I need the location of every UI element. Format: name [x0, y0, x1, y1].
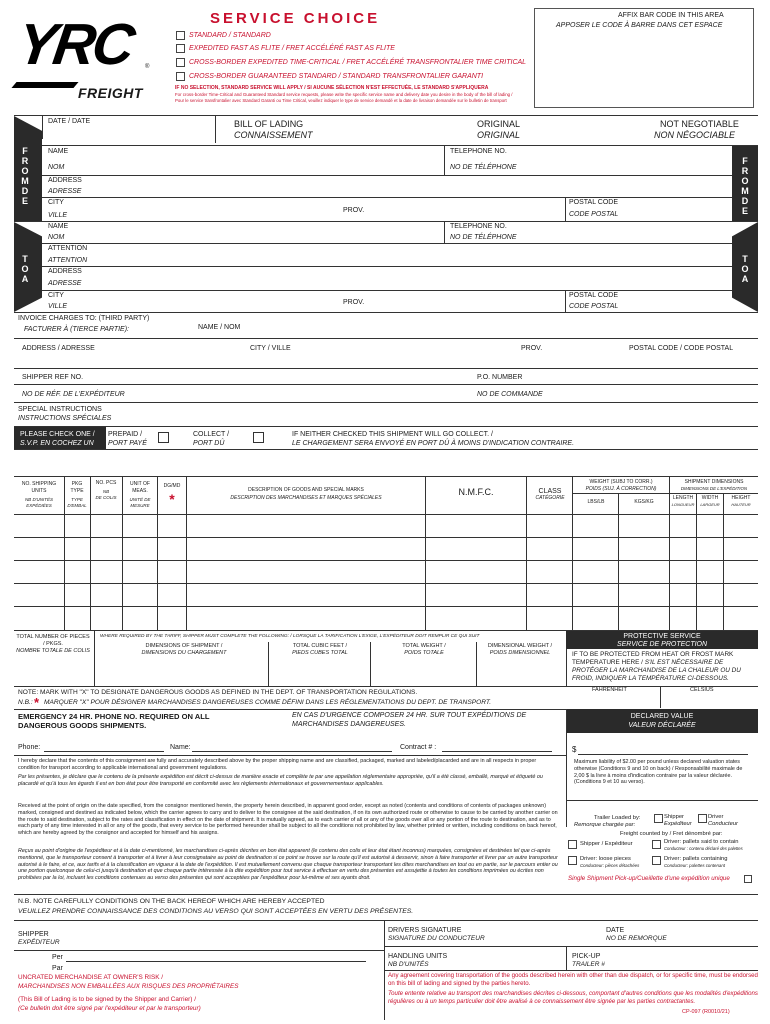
length-header: LENGTH — [672, 495, 694, 501]
pickup-label: PICK-UP — [572, 953, 601, 960]
collect-checkbox[interactable] — [253, 432, 264, 443]
prepaid-label-fr: PORT PAYÉ — [108, 440, 147, 447]
from-city-label: CITY — [48, 199, 64, 206]
declared-value-title: DECLARED VALUE — [630, 713, 694, 720]
from-telephone-label-fr: NO DE TÉLÉPHONE — [450, 164, 517, 171]
nmfc-header: N.M.F.C. — [458, 487, 494, 497]
check-one-label-fr: S.V.P. EN COCHEZ UN — [20, 440, 94, 447]
not-negotiable-label: NOT NEGOTIABLE — [660, 119, 739, 129]
to-address-label-fr: ADRESSE — [48, 280, 82, 287]
counted-driver-loose-label: Driver: loose pieces — [580, 856, 631, 862]
from-postal-label-fr: CODE POSTAL — [569, 211, 619, 218]
dg-note: NOTE: MARK WITH "X" TO DESIGNATE DANGEROUS GOODS AS DEFINED IN THE DEPT. OF TRANSPORTATION REGULATIONS. — [18, 689, 418, 696]
shipper-ref-label-fr: NO DE RÉF. DE L'EXPÉDITEUR — [22, 391, 125, 398]
service-expedited-label: EXPEDITED FAST AS FLITE / FRET ACCÉLÉRÉ FAST AS FLITE — [189, 45, 395, 52]
not-negotiable-label-fr: NON NÉGOCIABLE — [654, 130, 736, 140]
dg-header: DG/MD — [163, 483, 181, 489]
counted-driver-pallets-containing-label-fr: Conducteur: palettes contenant — [664, 863, 726, 868]
weight-header-fr: POIDS (SUJ. À CORRECTION) — [585, 486, 657, 492]
per-label: Per — [52, 954, 63, 961]
to-address-label: ADDRESS — [48, 268, 82, 275]
dims-shipment-label-fr: DIMENSIONS DU CHARGEMENT — [141, 650, 227, 656]
prepaid-label: PREPAID / — [108, 431, 143, 438]
cubic-feet-label-fr: PIEDS CUBES TOTAL — [292, 650, 348, 656]
received-fr: Reçus au point d'origine de l'expéditeur et à la date ci-mentionné, les marchandises ci-après décrites en bon état apparent (le contenu des colis et leur état étant inconnus) marquées, consignées et destinées tel que ci-après mentionné, que le transporteur consent à transporter et à livrer à leur consignataire au point de destination si ce point se trouve sur la route qu'il est autorisé à desservir, sinon à faire transporter et livrer par un autre transporteur autorisé à le faire, et ce, aux tarifs et à la classification en vigueur à la date de l'expédition. Il est mutuellement convenu que chaque transporteur transportant les dites marchandises en tout ou en partie, sur le parcours entier ou une portion quelconque de celui-ci jusqu'à destination et que chaque partie intéressée à la dite expédition pour tout service à effectuer en vertu des présentes est assujettie à toutes les conditions imprimées ou écrites non prohibées par la loi, incluant les conditions contenues au verso des présentes qui sont acceptées par l'expéditeur pour lui-même et ses ayants droit. — [18, 848, 558, 881]
counted-shipper-label: Shipper / Expéditeur — [580, 841, 633, 847]
single-shipment-checkbox[interactable] — [744, 875, 752, 883]
to-side-label-right: T O A — [741, 254, 749, 284]
shipper-label-fr: EXPÉDITEUR — [18, 939, 60, 946]
goods-row-2[interactable] — [14, 538, 758, 560]
goods-row-3[interactable] — [14, 561, 758, 583]
counted-driver-pallets-said-label-fr: Conducteur : contenu déclaré des palettes — [664, 846, 743, 851]
service-note: IF NO SELECTION, STANDARD SERVICE WILL APPLY / SI AUCUNE SÉLECTION N'EST EFFECTUÉE, LE STANDARD S'APPLIQUERA — [175, 85, 489, 91]
collect-label-fr: PORT DÛ — [193, 440, 225, 447]
to-attention-label-fr: ATTENTION — [48, 257, 88, 264]
length-header-fr: LONGUEUR — [671, 502, 695, 507]
phone-label: Phone: — [18, 744, 41, 751]
tariff-note: WHERE REQUIRED BY THE TARIFF, SHIPPER MUST COMPLETE THE FOLLOWING: / LORSQUE LA TARIFICATION L'EXIGE, L'EXPÉDITEUR DOIT REMPLIR CE QUI SUIT — [100, 634, 480, 639]
po-number-label: P.O. NUMBER — [477, 374, 523, 381]
received-en: Received at the point of origin on the date specified, from the consignor mentioned herein, the property herein described, in apparent good order, except as noted (contents and conditions of contents of packages unknown) marked, consigned and destined as indicated below, which the carrier agrees to carry and to deliver to the consignee at the said destination, if on its own authorized route or otherwise to cause to be carried by another carrier on the route to said destination, subject to the rates and classification in effect on the date of shipment. It is mutually agreed, as to each carrier of all or any of the goods over all or any portion of the route to destination, and as to each party of any time interested in all or any of the goods, that every service to be performed hereunder shall be subject to all the conditions not prohibited by law, whether printed or written, including conditions on back hereof, which are hereby agreed by the consignor and accepted for himself and his assigns. — [18, 803, 558, 836]
service-crossborder-time-critical-checkbox[interactable] — [176, 58, 185, 67]
to-postal-label: POSTAL CODE — [569, 292, 619, 299]
emergency-label: EMERGENCY 24 HR. PHONE NO. REQUIRED ON ALL DANGEROUS GOODS SHIPMENTS. — [18, 712, 210, 731]
emergency-name-label: Name: — [170, 744, 191, 751]
dims-header: SHIPMENT DIMENSIONS — [684, 479, 744, 485]
from-side-label-right: F R O M D E — [741, 156, 749, 216]
description-header-fr: DESCRIPTION DES MARCHANDISES ET MARQUES SPÉCIALES — [230, 495, 382, 501]
trailer-loaded-label-fr: Remorque chargée par: — [574, 822, 636, 828]
drivers-signature-label-fr: SIGNATURE DU CONDUCTEUR — [388, 935, 485, 942]
from-postal-label: POSTAL CODE — [569, 199, 619, 206]
declared-value-dollar: $ — [572, 745, 577, 754]
invoice-label-fr: FACTURER À (TIERCE PARTIE): — [24, 326, 130, 333]
service-note-3: Pour le service transfrontalier avec Standard Garanti ou Time Critical, veuillez indiquer le type de service demandé et la date de livraison demandée sur le bulletin de transport — [175, 98, 507, 103]
service-expedited-checkbox[interactable] — [176, 44, 185, 53]
pcs-header-fr: NB — [102, 489, 110, 494]
pcs-header: NO. PCS — [95, 480, 117, 486]
protective-service-title: PROTECTIVE SERVICE — [623, 633, 701, 640]
signed-label-fr: (Ce bulletin doit être signé par l'expéditeur et par le transporteur) — [18, 1005, 201, 1012]
total-weight-label: TOTAL WEIGHT / — [402, 643, 446, 649]
certification-fr: Par les présentes, je déclare que le contenu de la présente expédition est décrit ci-dessus de manière exacte et complète te par une appellation réglementaire appropriée, qu'il a été classé, emballé, marqué et étiqueté ou placardé et qu'à tous les égards il est en bon état pour être transporté en conformité avec les règlements internationaux et gouvernementaux applicables. — [18, 774, 543, 787]
emergency-label-fr: EN CAS D'URGENCE COMPOSER 24 HR. SUR TOUT EXPÉDITIONS DE MARCHANDISES DANGEREUSES. — [292, 712, 527, 728]
per-field[interactable] — [66, 961, 366, 962]
protective-service-text — [572, 651, 754, 683]
certification-en: I hereby declare that the contents of this consignment are fully and accurately described above by the proper shipping name and are classified, packaged, marked and labeled/placarded and are in all respects in proper condition for transport according to applicable international and government regulations. — [18, 758, 537, 771]
date-label: DATE / DATE — [48, 118, 91, 125]
celsius-label: CELSIUS — [690, 687, 714, 693]
covering-note: Any agreement covering transportation of the goods described herein with other than due dispatch, or for specific time, must be endorsed on this bill of lading and signed by the parties hereto. — [388, 972, 758, 987]
goods-row-4[interactable] — [14, 584, 758, 606]
goods-row-5[interactable] — [14, 607, 758, 629]
to-attention-label: ATTENTION — [48, 245, 88, 252]
counted-shipper-checkbox[interactable] — [568, 840, 577, 849]
description-header: DESCRIPTION OF GOODS AND SPECIAL MARKS — [248, 487, 364, 493]
to-side-label-left: T O A — [21, 254, 29, 284]
single-shipment-label: Single Shipment Pick-up/Cueillette d'une expédition unique — [568, 875, 730, 882]
service-crossborder-guaranteed-label: CROSS-BORDER GUARANTEED STANDARD / STANDARD TRANSFRONTALIER GARANTI — [189, 73, 484, 80]
unit-header-fr: UNITÉ DE MESURE — [129, 497, 151, 508]
par-label: Par — [52, 965, 63, 972]
unit-header: UNIT OF MEAS. — [130, 481, 150, 494]
shipper-ref-label: SHIPPER REF NO. — [22, 374, 84, 381]
from-prov-label: PROV. — [343, 207, 365, 214]
counted-driver-pallets-said-checkbox[interactable] — [652, 840, 661, 849]
uncrated-label-fr: MARCHANDISES NON EMBALLÉES AUX RISQUES DES PROPRIÉTAIRES — [18, 983, 239, 990]
loaded-by-shipper-label-fr: Expéditeur — [664, 821, 692, 827]
bill-of-lading-label: BILL OF LADING — [234, 119, 304, 129]
covering-note-fr: Toute entente relative au transport des marchandises décrites ci-dessous, comportant d'autres conditions que les modalités d'expéditions régulières ou à un temps particulier doit être avalisé à ce connaissement être signée par les parties contractantes. — [388, 990, 758, 1005]
to-city-label-fr: VILLE — [48, 303, 68, 310]
invoice-name-label: NAME / NOM — [198, 324, 241, 331]
conditions-note: N.B. NOTE CAREFULLY CONDITIONS ON THE BACK HEREOF WHICH ARE HEREBY ACCEPTED — [18, 898, 325, 905]
pkg-header-fr: TYPE D'EMBAL — [67, 497, 87, 508]
dims-header-fr: DIMENSIONS DE L'EXPÉDITION — [680, 486, 748, 491]
freight-counted-label: Freight counted by / Fret dénombré par: — [620, 831, 723, 837]
weight-header: WEIGHT (SUBJ TO CORR.) — [589, 479, 653, 485]
conditions-note-fr: VEUILLEZ PRENDRE CONNAISSANCE DES CONDITIONS AU VERSO QUI SONT ACCEPTÉES EN VERTU DES PRÉSENTES. — [18, 908, 414, 915]
height-header-fr: HAUTEUR — [731, 502, 751, 507]
signed-label: (This Bill of Lading is to be signed by the Shipper and Carrier) / — [18, 996, 196, 1003]
class-header-fr: CATÉGORIE — [535, 495, 565, 501]
neither-checked-label-fr: LE CHARGEMENT SERA ENVOYÉ EN PORT DÛ À MOINS D'INDICATION CONTRAIRE. — [292, 440, 575, 447]
total-pieces-label-fr: NOMBRE TOTALE DE COLIS — [16, 648, 90, 654]
logo-swoosh — [11, 82, 78, 88]
protective-service-title-fr: SERVICE DE PROTECTION — [616, 641, 708, 648]
kgs-header: KGS/KG — [634, 499, 654, 505]
neither-checked-label: IF NEITHER CHECKED THIS SHIPMENT WILL GO COLLECT. / — [292, 431, 493, 438]
service-choice-title: SERVICE CHOICE — [210, 10, 381, 27]
from-side-label-left: F R O M D E — [21, 146, 29, 206]
counted-driver-loose-label-fr: Conducteur: pièces détachées — [580, 863, 640, 868]
logo-wordmark: YRC — [13, 12, 137, 77]
original-label: ORIGINAL — [477, 119, 521, 129]
cubic-feet-label: TOTAL CUBIC FEET / — [292, 643, 348, 649]
total-weight-label-fr: POIDS TOTALE — [404, 650, 444, 656]
dg-nb-label: N.B.: — [18, 699, 33, 706]
loaded-by-driver-checkbox[interactable] — [698, 814, 707, 823]
loaded-by-driver-label-fr: Conducteur — [708, 821, 738, 827]
service-standard-label: STANDARD / STANDARD — [189, 32, 271, 39]
yrc-logo — [14, 8, 154, 104]
from-address-label-fr: ADRESSE — [48, 188, 82, 195]
check-one-label: PLEASE CHECK ONE / — [20, 431, 95, 438]
collect-label: COLLECT / — [193, 431, 230, 438]
class-header: CLASS — [538, 488, 562, 495]
from-nom-label: NOM — [48, 164, 65, 171]
units-header-fr: NB D'UNITÉS EXPÉDIÉES — [24, 497, 54, 508]
invoice-city-label: CITY / VILLE — [250, 345, 291, 352]
counted-driver-pallets-containing-checkbox[interactable] — [652, 856, 661, 865]
units-header: NO. SHIPPING UNITS — [21, 481, 57, 494]
handling-units-label-fr: NB D'UNITÉS — [388, 961, 429, 968]
lbs-header: LBS/LB — [587, 499, 605, 505]
height-header: HEIGHT — [731, 495, 751, 501]
invoice-prov-label: PROV. — [521, 345, 543, 352]
affix-barcode-label: AFFIX BAR CODE IN THIS AREA — [618, 12, 724, 19]
drivers-signature-label: DRIVERS SIGNATURE — [388, 927, 462, 934]
pkg-header: PKG TYPE — [70, 481, 84, 494]
dg-star: * — [169, 491, 175, 507]
trailer-loaded-label: Trailer Loaded by: — [594, 815, 641, 821]
phone-field[interactable] — [44, 751, 164, 752]
uncrated-label: UNCRATED MERCHANDISE AT OWNER'S RISK / — [18, 974, 164, 981]
from-name-label: NAME — [48, 148, 69, 155]
logo-freight: FREIGHT — [78, 85, 143, 101]
declared-value-text: Maximum liability of $2.00 per pound unless declared valuation states otherwise (Conditions 9 and 10 on back) / Responsabilité maximale de 2,00 $ la livre à moins d'indication contraire par la valeur déclarée. (Conditions 9 et 10 au verso). — [574, 759, 743, 786]
emergency-name-field[interactable] — [192, 751, 392, 752]
handling-units-label: HANDLING UNITS — [388, 953, 448, 960]
po-number-label-fr: NO DE COMMANDE — [477, 391, 543, 398]
shipper-label: SHIPPER — [18, 931, 49, 938]
to-postal-label-fr: CODE POSTAL — [569, 303, 619, 310]
from-city-label-fr: VILLE — [48, 212, 68, 219]
dims-shipment-label: DIMENSIONS OF SHIPMENT / — [145, 643, 223, 649]
from-telephone-label: TELEPHONE NO. — [450, 148, 507, 155]
dim-weight-label: DIMENSIONAL WEIGHT / — [487, 643, 553, 649]
loaded-by-driver-label: Driver — [708, 814, 724, 820]
original-label-fr: ORIGINAL — [477, 130, 521, 140]
service-standard-checkbox[interactable] — [176, 31, 185, 40]
to-name-label: NAME — [48, 223, 69, 230]
counted-driver-pallets-containing-label: Driver: pallets containing — [664, 856, 728, 862]
width-header: WIDTH — [701, 495, 719, 501]
goods-row-1[interactable] — [14, 515, 758, 537]
counted-driver-loose-checkbox[interactable] — [568, 856, 577, 865]
footer-date-label: DATE — [606, 927, 625, 934]
dg-nb-star: * — [34, 695, 40, 710]
bill-of-lading-label-fr: CONNAISSEMENT — [234, 130, 313, 140]
trailer-number-label: TRAILER # — [572, 961, 605, 968]
service-crossborder-time-critical-label: CROSS-BORDER EXPEDITED TIME-CRITICAL / FRET ACCÉLÉRÉ TRANSFRONTALIER TIME CRITICAL — [189, 59, 527, 66]
width-header-fr: LARGEUR — [700, 502, 720, 507]
contract-label: Contract # : — [400, 744, 437, 751]
to-prov-label: PROV. — [343, 299, 365, 306]
logo-registered: ® — [145, 64, 150, 70]
counted-driver-pallets-said-label: Driver: pallets said to contain — [664, 839, 739, 845]
remorque-label: NO DE REMORQUE — [606, 935, 667, 942]
pcs-header-fr-2: DE COLIS — [95, 495, 117, 500]
prepaid-checkbox[interactable] — [158, 432, 169, 443]
dim-weight-label-fr: POIDS DIMENSIONNEL — [489, 650, 551, 656]
loaded-by-shipper-checkbox[interactable] — [654, 814, 663, 823]
invoice-address-label: ADDRESS / ADRESSE — [22, 345, 95, 352]
to-city-label: CITY — [48, 292, 64, 299]
loaded-by-shipper-label: Shipper — [664, 814, 684, 820]
protective-service-text-fr: S'IL EST NÉCESSAIRE DE PROTÉGER LA MARCHANDISE DE LA CHALEUR OU DU FROID, INDIQUER LA TEMPÉRATURE CI-DESSOUS. — [572, 659, 741, 682]
to-telephone-label-fr: NO DE TÉLÉPHONE — [450, 234, 517, 241]
service-note-2: For cross-border Time-Critical and Guaranteed Standard service requests, please write the specific service name and delivery date you desire in the body of the bill of lading / — [175, 92, 513, 97]
dg-nb-text: MARQUER "X" POUR DÉSIGNER MARCHANDISES DANGEREUSES COMME DÉFINI DANS LES RÉGLEMENTATIONS DU DEPT. DE TRANSPORT. — [44, 699, 492, 706]
service-crossborder-guaranteed-checkbox[interactable] — [176, 72, 185, 81]
fahrenheit-label: FAHRENHEIT — [592, 687, 627, 693]
affix-barcode-label-fr: APPOSER LE CODE À BARRE DANS CET ESPACE — [556, 22, 723, 29]
invoice-postal-label: POSTAL CODE / CODE POSTAL — [629, 345, 734, 352]
contract-field[interactable] — [442, 751, 552, 752]
declared-value-field[interactable] — [578, 754, 748, 755]
from-address-label: ADDRESS — [48, 177, 82, 184]
total-pieces-label: TOTAL NUMBER OF PIECES / PKGS. — [16, 634, 90, 648]
form-code: CP-097 (R0010/21) — [682, 1009, 730, 1015]
special-instructions-label: SPECIAL INSTRUCTIONS — [18, 406, 102, 413]
declared-value-title-fr: VALEUR DÉCLARÉE — [628, 722, 696, 729]
to-telephone-label: TELEPHONE NO. — [450, 223, 507, 230]
to-nom-label: NOM — [48, 234, 65, 241]
invoice-label: INVOICE CHARGES TO: (THIRD PARTY) — [18, 315, 150, 322]
protective-service-text-en: IF TO BE PROTECTED FROM HEAT OR FROST MARK TEMPERATURE HERE / — [572, 651, 734, 666]
special-instructions-label-fr: INSTRUCTIONS SPÉCIALES — [18, 415, 112, 422]
